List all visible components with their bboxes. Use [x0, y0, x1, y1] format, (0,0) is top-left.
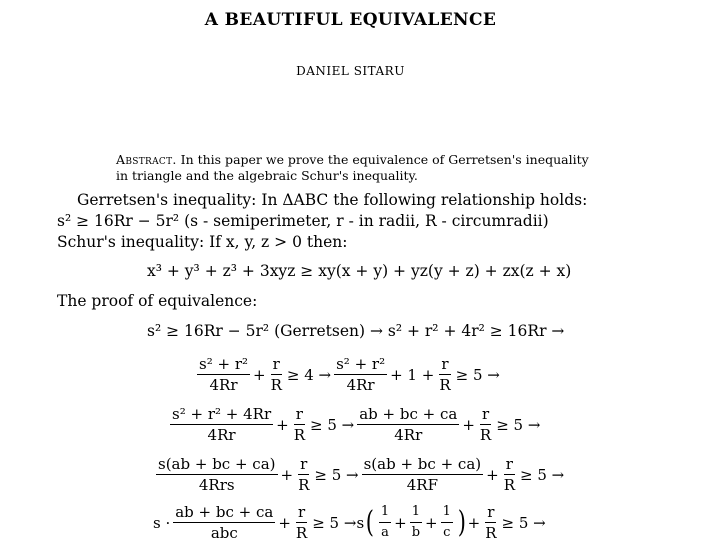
denominator: R: [439, 376, 451, 394]
numerator: r: [481, 405, 490, 423]
plus-sign: +: [276, 415, 289, 434]
s-factor: s: [356, 513, 365, 532]
relation: ≥ 5 →: [310, 415, 355, 434]
proof-line-4: [153, 456, 564, 493]
plus-sign: +: [486, 465, 499, 484]
numerator: ab + bc + ca: [359, 405, 458, 423]
denominator: R: [298, 476, 310, 494]
abstract-text: In this paper we prove the equivalence of Gerretsen's inequality in triangle and the algebraic Schur's inequality.: [116, 152, 589, 183]
fraction: [294, 504, 309, 541]
numerator: r: [441, 355, 449, 373]
denominator: R: [270, 376, 282, 394]
fraction: [197, 356, 250, 393]
schur-formula: x³ + y³ + z³ + 3xyz ≥ xy(x + y) + yz(y + z) + zx(z + x): [147, 262, 572, 280]
relation: ≥ 5 →: [455, 365, 500, 384]
denominator: c: [443, 525, 451, 540]
proof-heading: The proof of equivalence:: [57, 292, 258, 310]
fraction: [441, 504, 453, 541]
proof-line-2: [194, 356, 500, 393]
fraction: [296, 456, 311, 493]
fraction: [437, 356, 452, 393]
fraction: [357, 406, 459, 443]
denominator: 4Rr: [346, 376, 375, 394]
numerator: r: [300, 455, 308, 473]
plus-sign: +: [425, 513, 438, 532]
proof-line-3: [167, 406, 540, 443]
fraction: [170, 406, 273, 443]
denominator: 4RF: [406, 476, 438, 494]
numerator: r: [272, 355, 280, 373]
denominator: 4Rr: [207, 426, 236, 444]
plus-sign: +: [462, 415, 475, 434]
numerator: s² + r²: [336, 355, 386, 373]
paper-title: A BEAUTIFUL EQUIVALENCE: [204, 10, 497, 30]
fraction: [502, 456, 517, 493]
numerator: 1: [379, 504, 391, 523]
fraction: [362, 456, 484, 493]
plus-sign: +: [394, 513, 407, 532]
fraction: [379, 504, 391, 541]
relation: ≥ 4 →: [286, 365, 332, 384]
plus-sign: +: [278, 513, 291, 532]
s-dot: s ·: [153, 513, 171, 532]
plus-sign: +: [467, 513, 481, 532]
fraction: [156, 456, 278, 493]
plus-sign: +: [253, 365, 266, 384]
proof-line-5: [153, 504, 546, 541]
denominator: 4Rr: [394, 426, 423, 444]
denominator: 4Rr: [209, 376, 238, 394]
denominator: R: [479, 426, 492, 444]
denominator: R: [503, 476, 515, 494]
right-paren: ): [457, 504, 466, 540]
left-paren: (: [365, 504, 375, 540]
denominator: 4Rrs: [198, 476, 235, 494]
numerator: s² + r² + 4Rr: [172, 405, 272, 423]
numerator: 1: [410, 504, 422, 523]
denominator: R: [293, 426, 305, 444]
fraction: [173, 504, 275, 541]
relation: ≥ 5 →: [501, 513, 546, 532]
gerretsen-formula: s² ≥ 16Rr − 5r²: [57, 212, 180, 230]
numerator: r: [297, 503, 306, 521]
fraction: [292, 406, 307, 443]
denominator: abc: [210, 524, 238, 542]
fraction: [334, 356, 387, 393]
gerretsen-intro: Gerretsen's inequality: In ΔABC the following relationship holds:: [77, 191, 588, 209]
relation: ≥ 5 →: [314, 465, 359, 484]
gerretsen-legend: (s - semiperimeter, r - in radii, R - circumradii): [184, 212, 549, 230]
numerator: r: [505, 455, 513, 473]
fraction: [483, 504, 498, 541]
fraction: [478, 406, 493, 443]
numerator: s² + r²: [199, 355, 248, 373]
abstract-label: Abstract.: [116, 152, 177, 167]
gerretsen-line: [57, 212, 549, 230]
denominator: R: [295, 524, 308, 542]
author-name: DANIEL SITARU: [296, 64, 405, 78]
numerator: ab + bc + ca: [175, 503, 274, 521]
plus-sign: +: [280, 465, 294, 484]
denominator: R: [485, 524, 497, 542]
numerator: r: [295, 405, 303, 423]
fraction: [410, 504, 422, 541]
relation: ≥ 5 →: [496, 415, 541, 434]
numerator: 1: [441, 504, 453, 523]
plus-one: + 1 +: [390, 365, 435, 384]
proof-line-1: s² ≥ 16Rr − 5r² (Gerretsen) → s² + r² + 4r² ≥ 16Rr →: [147, 322, 565, 340]
numerator: r: [487, 503, 495, 521]
abstract: [116, 152, 596, 184]
denominator: a: [381, 525, 389, 540]
relation: ≥ 5 →: [520, 465, 565, 484]
relation: ≥ 5 →: [312, 513, 357, 532]
fraction: [269, 356, 284, 393]
denominator: b: [411, 525, 421, 540]
schur-intro: Schur's inequality: If x, y, z > 0 then:: [57, 233, 348, 251]
numerator: s(ab + bc + ca): [158, 455, 276, 473]
numerator: s(ab + bc + ca): [363, 455, 482, 473]
